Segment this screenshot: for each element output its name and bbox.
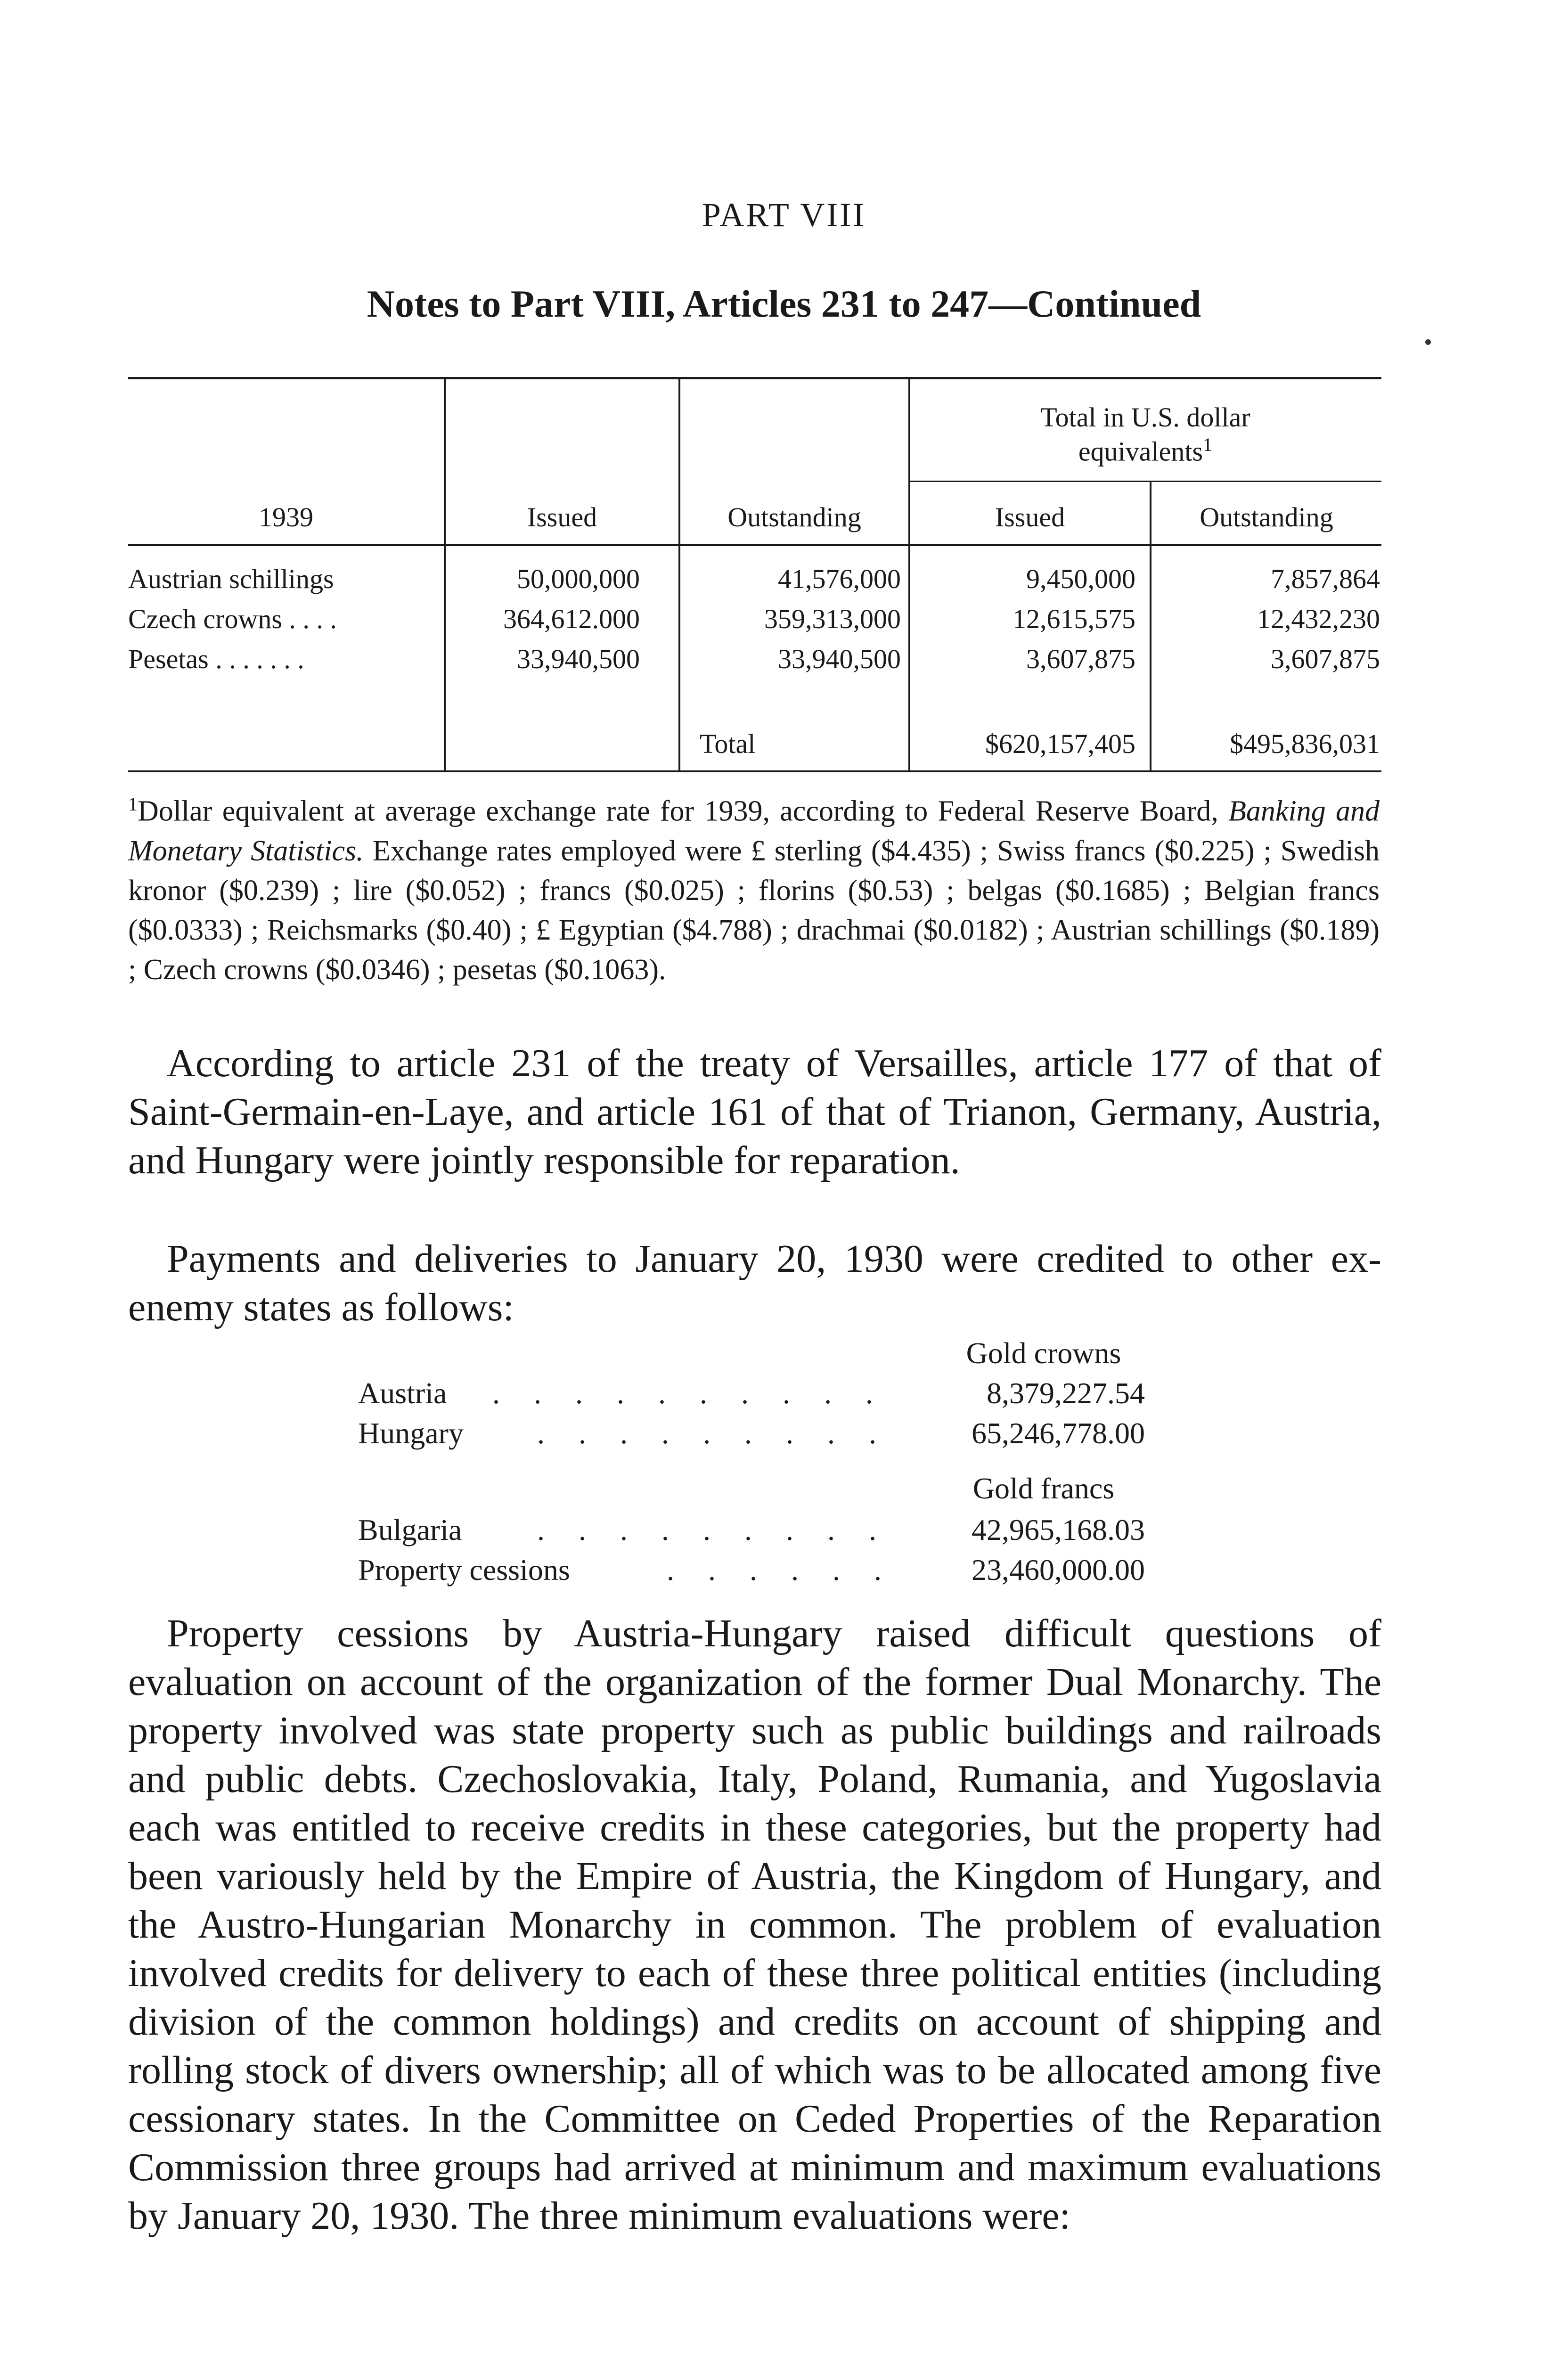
unit-gold-francs: Gold francs xyxy=(972,1472,1115,1505)
footnote-text-b: Exchange rates employed were £ sterling ($4.435) ; Swiss francs ($0.225) ; Swedish kronor ($0.239) ; lire ($0.052) ; francs ($0.025) ; florins ($0.53) ; belgas ($0.1685) ; Belgian francs ($0.0333) ; Reichsmarks ($0.40) ; £ Egyptian ($4.788) ; drachmai ($0.0182) ; Austrian schillings ($0.189) ; Czech crowns ($0.0346) ; pesetas ($0.1063). xyxy=(128,834,1380,986)
total-usd-outstanding: $495,836,031 xyxy=(1230,728,1380,759)
table-footnote xyxy=(128,785,1380,990)
cell-issued: 50,000,000 xyxy=(517,564,640,594)
payment-value: 8,379,227.54 xyxy=(987,1376,1145,1410)
row-label: Pesetas . . . . . . . xyxy=(128,644,304,674)
footnote-source-title: Banking and Monetary Statistics. xyxy=(128,795,1380,867)
col-header-usd-issued: Issued xyxy=(995,502,1065,532)
table-top-rule xyxy=(128,377,1381,379)
cell-outstanding: 33,940,500 xyxy=(778,644,901,674)
group-header-line2: equivalents$^1$ xyxy=(1078,434,1213,467)
payment-value: 42,965,168.03 xyxy=(972,1513,1145,1546)
cell-usd-outstanding: 12,432,230 xyxy=(1257,604,1380,634)
group-header-rule xyxy=(908,481,1381,482)
payment-name: Property cessions xyxy=(358,1553,570,1587)
col-header-year: 1939 xyxy=(259,502,313,532)
payment-name: Bulgaria xyxy=(358,1513,462,1546)
dot-leader: . . . . . . . . . xyxy=(537,1513,890,1546)
cell-usd-outstanding: 3,607,875 xyxy=(1271,644,1380,674)
paragraph-3: Property cessions by Austria-Hungary raised difficult questions of evaluation on account of the organization of the former Dual Monarchy. The property involved was state property such as public buildings and railroads and public debts. Czechoslovakia, Italy, Poland, Rumania, and Yugoslavia each was entitled to receive credits in these categories, but the property had been variously held by the Empire of Austria, the Kingdom of Hungary, and the Austro-Hungarian Monarchy in common. The problem of evaluation involved credits for delivery to each of these three political entities (including division of the common holdings) and credits on account of shipping and rolling stock of divers ownership; all of which was to be allocated among five cessionary states. In the Committee on Ceded Properties of the Reparation Commission three groups had arrived at minimum and maximum evaluations by January 20, 1930. The three minimum evaluations were: xyxy=(128,1612,1381,2238)
cell-usd-issued: 3,607,875 xyxy=(1026,644,1135,674)
cell-issued: 364,612.000 xyxy=(503,604,640,634)
paragraph-1: According to article 231 of the treaty of Versailles, article 177 of that of Saint-Germain-en-Laye, and article 161 of that of Trianon, Germany, Austria, and Hungary were jointly responsible for reparation. xyxy=(128,1041,1381,1182)
col-header-outstanding: Outstanding xyxy=(727,502,861,532)
cell-usd-outstanding: 7,857,864 xyxy=(1271,564,1380,594)
running-head: PART VIII xyxy=(702,196,866,234)
row-label: Czech crowns . . . . xyxy=(128,604,337,634)
dot-leader: . . . . . . . . . xyxy=(537,1416,890,1450)
paragraph-2: Payments and deliveries to January 20, 1930 were credited to other ex-enemy states as follows: xyxy=(128,1237,1381,1329)
cell-usd-issued: 12,615,575 xyxy=(1013,604,1135,634)
footnote-mark: 1 xyxy=(128,794,138,815)
col-header-usd-outstanding: Outstanding xyxy=(1200,502,1333,532)
header-bottom-rule xyxy=(128,544,1381,546)
row-label: Austrian schillings xyxy=(128,564,334,594)
unit-gold-crowns: Gold crowns xyxy=(966,1336,1121,1370)
dot-leader: . . . . . . . . . . xyxy=(492,1376,886,1410)
cell-outstanding: 359,313,000 xyxy=(764,604,901,634)
footnote-text-a: Dollar equivalent at average exchange rate for 1939, according to Federal Reserve Board, xyxy=(138,795,1229,827)
dot-leader: . . . . . . xyxy=(667,1553,895,1587)
total-label: Total xyxy=(700,728,756,759)
payment-name: Austria xyxy=(358,1376,447,1410)
payment-value: 23,460,000.00 xyxy=(972,1553,1145,1587)
col-header-issued: Issued xyxy=(527,502,597,532)
table-bottom-rule xyxy=(128,770,1381,772)
cell-issued: 33,940,500 xyxy=(517,644,640,674)
cell-outstanding: 41,576,000 xyxy=(778,564,901,594)
group-header: Total in U.S. dollar xyxy=(1040,402,1250,433)
cell-usd-issued: 9,450,000 xyxy=(1026,564,1135,594)
payment-value: 65,246,778.00 xyxy=(972,1416,1145,1450)
total-usd-issued: $620,157,405 xyxy=(985,728,1135,759)
section-title: Notes to Part VIII, Articles 231 to 247—Continued xyxy=(367,282,1201,325)
payment-name: Hungary xyxy=(358,1416,464,1450)
stray-dot xyxy=(1425,339,1431,345)
